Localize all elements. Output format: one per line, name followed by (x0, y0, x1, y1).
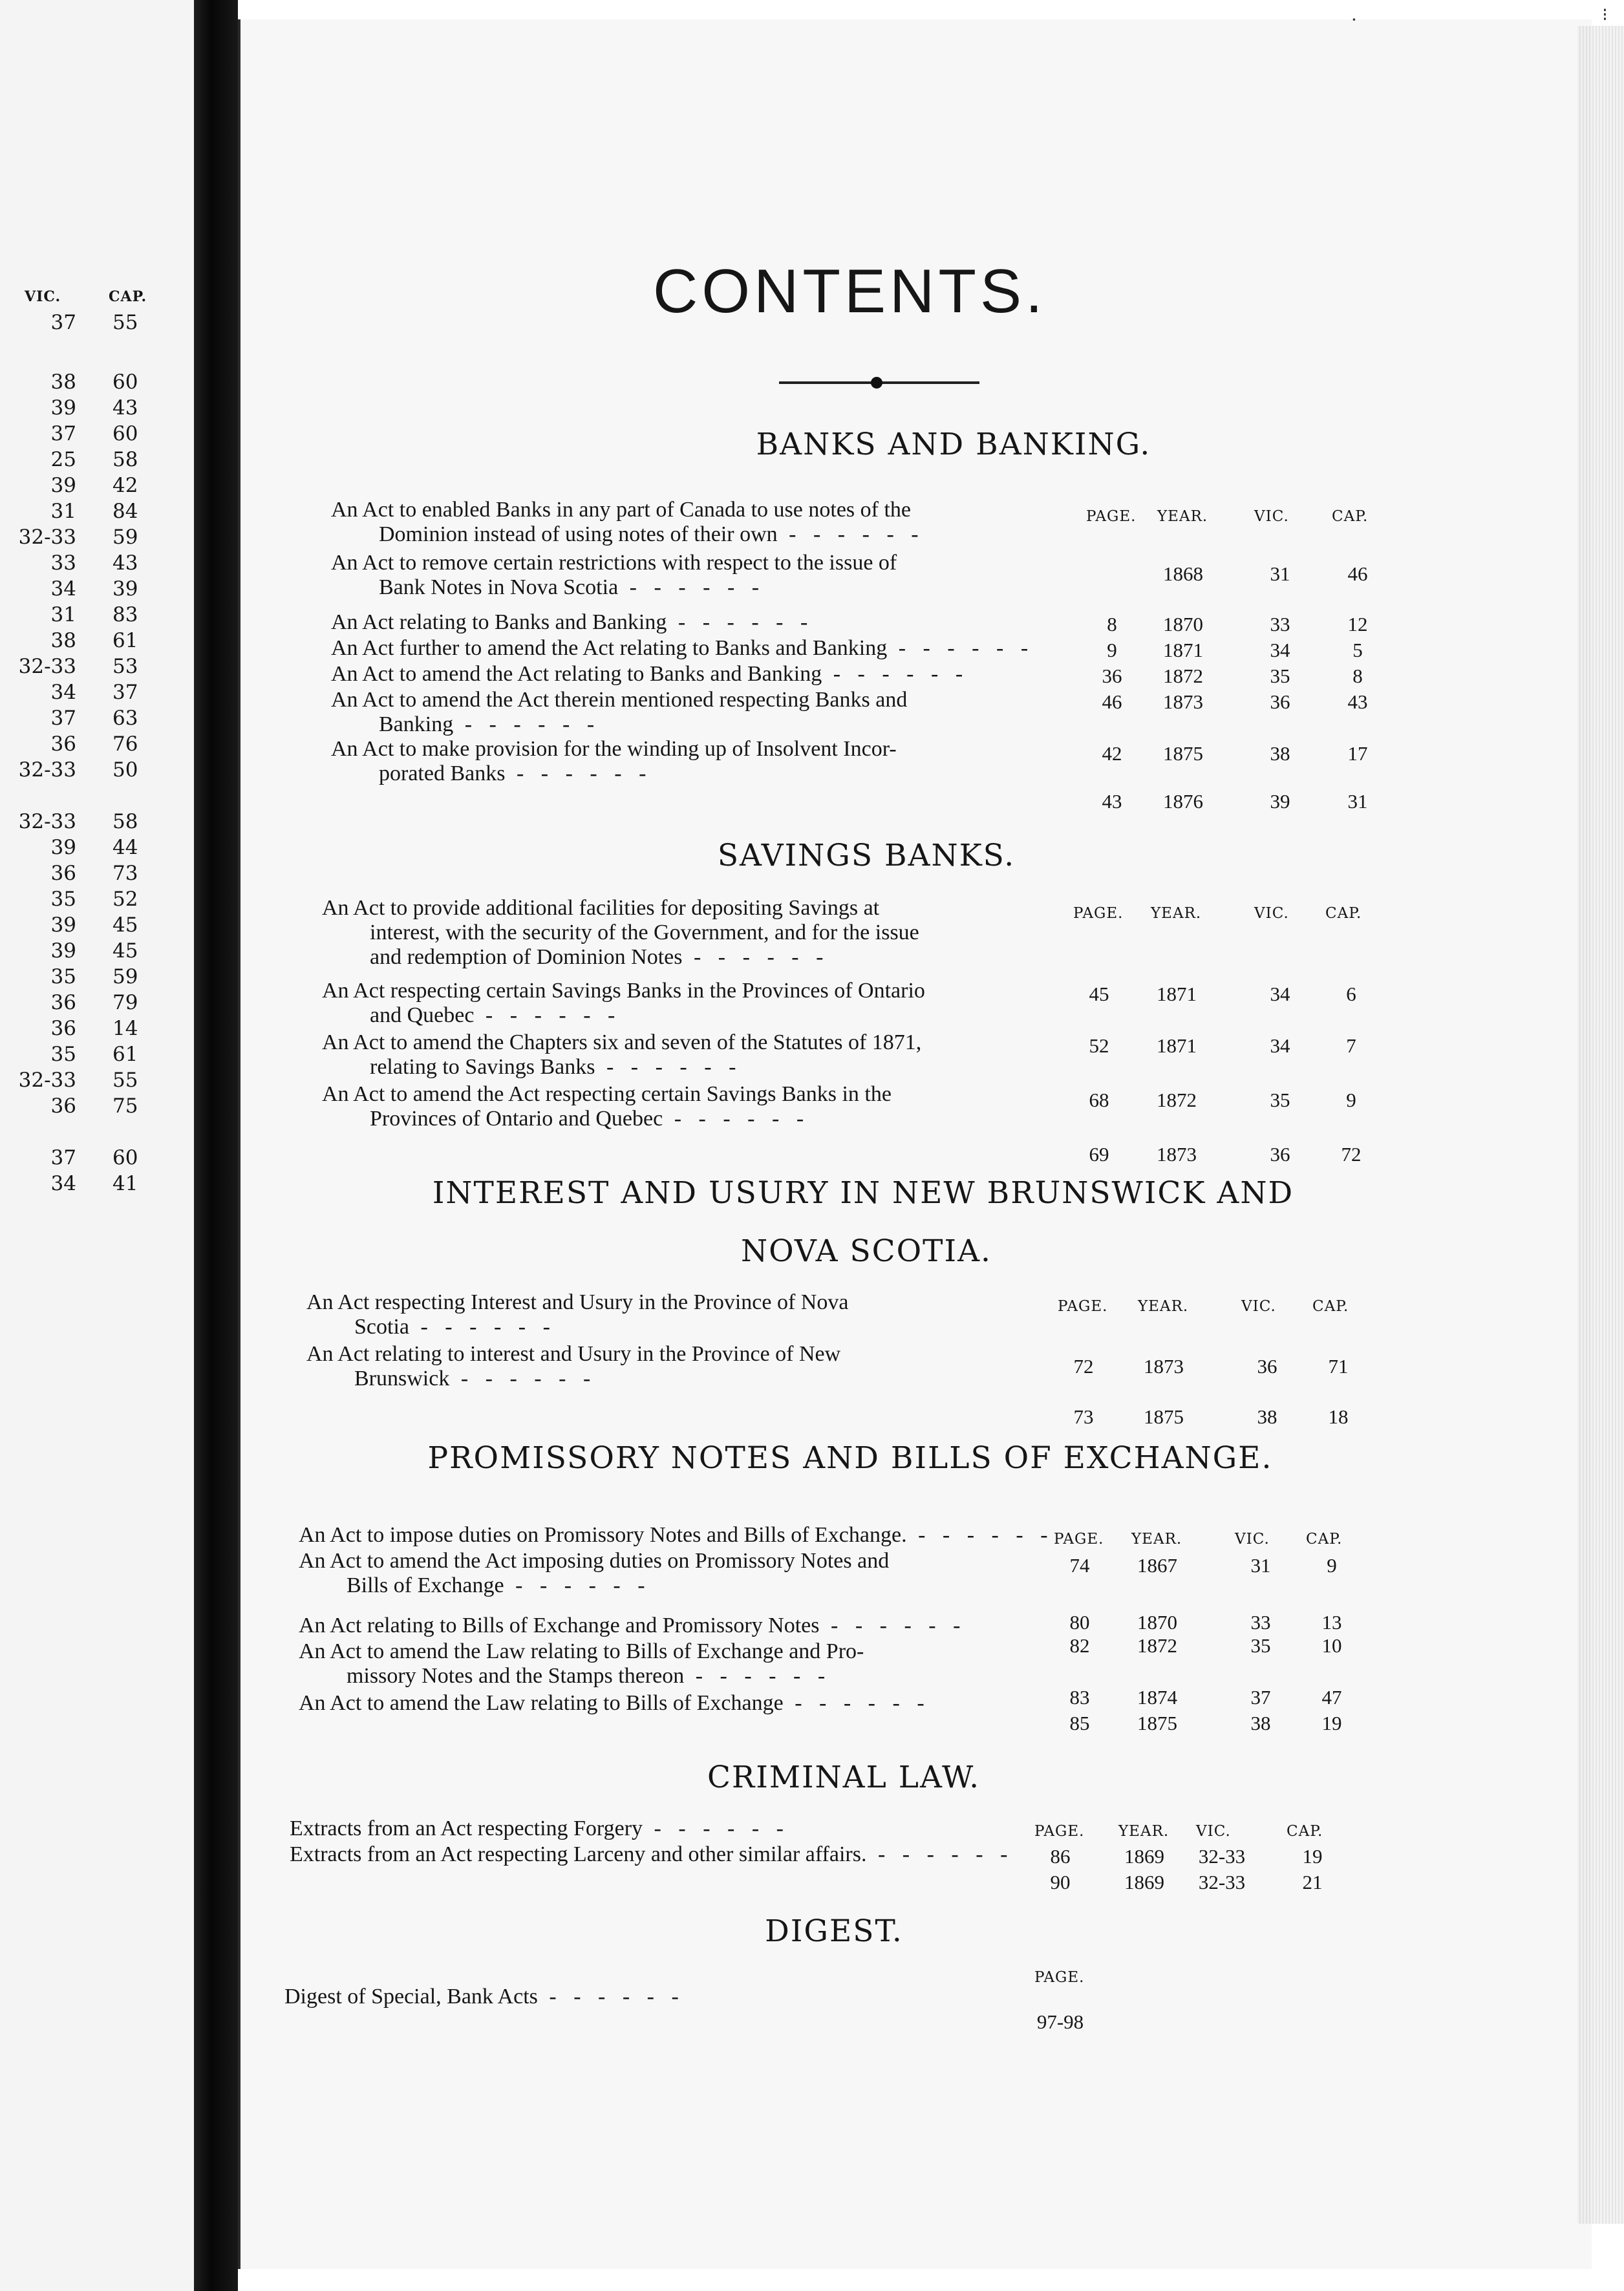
entry-cap: 12 (1347, 613, 1368, 635)
left-index-cap: 43 (112, 551, 138, 575)
entry-year: 1870 (1137, 1611, 1177, 1634)
left-index-vic: 32-33 (18, 758, 76, 782)
entry-cap: 18 (1328, 1405, 1349, 1428)
col-header-page: PAGE. (1034, 1823, 1085, 1840)
left-index-cap: 73 (112, 862, 138, 885)
entry-vic: 32-33 (1198, 1871, 1246, 1893)
entry-vic: 32-33 (1198, 1845, 1246, 1868)
dot-leader: - - - - - - (887, 636, 1034, 660)
left-index-vic: 34 (50, 681, 76, 704)
dot-leader: - - - - - - (906, 1523, 1054, 1547)
left-index-vic: 39 (50, 836, 76, 859)
left-index-vic: 34 (50, 1172, 76, 1195)
page-edges (1577, 26, 1624, 2224)
col-header-page: PAGE. (1054, 1531, 1104, 1548)
section-heading: CRIMINAL LAW. (707, 1760, 981, 1795)
entry-line (322, 921, 919, 945)
col-header-page: PAGE. (1073, 905, 1124, 922)
entry-cap: 10 (1321, 1634, 1342, 1657)
entry-year: 1869 (1124, 1845, 1164, 1868)
entry-vic: 38 (1270, 742, 1290, 765)
entry-vic: 33 (1270, 613, 1290, 635)
contents-entry (299, 1523, 1054, 1548)
entry-year: 1875 (1163, 742, 1203, 765)
dot-leader: - - - - - - (684, 1664, 831, 1688)
col-header-year: YEAR. (1131, 1531, 1182, 1548)
left-index-cap: 58 (112, 810, 138, 833)
left-index-cap: 61 (112, 629, 138, 652)
section-heading: BANKS AND BANKING. (756, 427, 1151, 462)
left-index-cap: 39 (112, 577, 138, 601)
entry-text: An Act relating to Banks and Banking (331, 610, 667, 634)
col-header-vic: VIC. (1254, 508, 1289, 525)
dot-leader: - - - - - - (505, 762, 652, 785)
entry-page: 52 (1089, 1034, 1109, 1057)
col-header-year: YEAR. (1118, 1823, 1170, 1840)
dot-leader: - - - - - - (474, 1003, 621, 1027)
entry-year: 1871 (1157, 983, 1197, 1005)
entry-text: An Act to amend the Law relating to Bills of Exchange and Pro- (299, 1639, 864, 1663)
left-index-cap: 58 (112, 448, 138, 471)
entry-vic: 36 (1270, 690, 1290, 713)
section-heading: PROMISSORY NOTES AND BILLS OF EXCHANGE. (427, 1440, 1273, 1476)
entry-text: relating to Savings Banks (370, 1055, 595, 1079)
entry-line (299, 1549, 889, 1573)
entry-page: 68 (1089, 1089, 1109, 1111)
entry-page: 82 (1069, 1634, 1090, 1657)
entry-text: porated Banks (379, 762, 506, 785)
entry-cap: 19 (1321, 1712, 1342, 1734)
entry-vic: 35 (1250, 1634, 1271, 1657)
entry-cap: 9 (1346, 1089, 1356, 1111)
entry-line (331, 575, 897, 600)
entry-year: 1870 (1163, 613, 1203, 635)
dot-leader: - - - - - - (453, 712, 601, 736)
entry-vic: 38 (1257, 1405, 1277, 1428)
entry-page: 83 (1069, 1686, 1090, 1709)
entry-line (322, 1003, 925, 1028)
entry-line (290, 1842, 1013, 1867)
entry-vic: 36 (1257, 1355, 1277, 1378)
col-header-year: YEAR. (1157, 508, 1208, 525)
left-index-cap: 76 (112, 732, 138, 756)
entry-page: 80 (1069, 1611, 1090, 1634)
left-index-cap: 60 (112, 1146, 138, 1169)
entry-vic: 38 (1250, 1712, 1271, 1734)
left-index-vic: 37 (50, 311, 76, 334)
col-header-cap: CAP. (1306, 1531, 1343, 1548)
entry-text: missory Notes and the Stamps thereon (347, 1664, 685, 1688)
entry-line (306, 1367, 840, 1391)
entry-year: 1873 (1144, 1355, 1184, 1378)
entry-year: 1873 (1163, 690, 1203, 713)
contents-entry (306, 1342, 840, 1391)
contents-entry (322, 1030, 921, 1080)
left-index-cap: 55 (112, 1069, 138, 1092)
left-index-cap: 61 (112, 1043, 138, 1066)
entry-line (331, 610, 813, 635)
left-col-cap-header: CAP. (109, 288, 147, 305)
col-header-page: PAGE. (1058, 1298, 1108, 1315)
entry-line (331, 662, 968, 687)
contents-entry (299, 1549, 889, 1598)
left-index-vic: 37 (50, 1146, 76, 1169)
left-index-cap: 83 (112, 603, 138, 626)
margin-mark: · (1351, 9, 1357, 30)
left-index-vic: 37 (50, 707, 76, 730)
entry-line (331, 498, 924, 522)
left-index-vic: 31 (50, 500, 76, 523)
entry-text: and redemption of Dominion Notes (370, 945, 683, 969)
dot-leader: - - - - - - (643, 1817, 789, 1840)
col-header-page: PAGE. (1034, 1969, 1085, 1986)
section-heading: INTEREST AND USURY IN NEW BRUNSWICK AND (432, 1175, 1294, 1211)
entry-text: An Act to make provision for the winding up of Insolvent Incor- (331, 737, 897, 761)
left-index-cap: 79 (112, 991, 138, 1014)
entry-text: Provinces of Ontario and Quebec (370, 1107, 663, 1131)
entry-text: An Act to amend the Act relating to Banks and Banking (331, 662, 822, 686)
entry-text: An Act to provide additional facilities for depositing Savings at (322, 896, 880, 920)
entry-line (299, 1664, 864, 1689)
entry-text: An Act to remove certain restrictions with respect to the issue of (331, 551, 897, 575)
entry-cap: 21 (1302, 1871, 1323, 1893)
dot-leader: - - - - - - (822, 662, 969, 686)
entry-text: interest, with the security of the Government, and for the issue (370, 921, 919, 944)
contents-entry (322, 1082, 892, 1131)
left-index-vic: 36 (50, 732, 76, 756)
contents-entry (306, 1290, 848, 1339)
entry-page: 43 (1102, 790, 1122, 813)
left-index-vic: 39 (50, 474, 76, 497)
contents-entry (331, 737, 897, 786)
entry-page: 9 (1107, 639, 1117, 661)
entry-year: 1875 (1137, 1712, 1177, 1734)
entry-cap: 9 (1327, 1554, 1337, 1577)
entry-line (322, 1055, 921, 1080)
entry-line (322, 896, 919, 921)
entry-page: 86 (1050, 1845, 1071, 1868)
entry-vic: 36 (1270, 1143, 1290, 1166)
entry-line (331, 636, 1034, 661)
entry-text: Bills of Exchange (347, 1573, 504, 1597)
left-index-vic: 32-33 (18, 526, 76, 549)
contents-entry (331, 498, 924, 547)
entry-year: 1876 (1163, 790, 1203, 813)
entry-page: 45 (1089, 983, 1109, 1005)
entry-text: Digest of Special, Bank Acts (284, 1985, 538, 2009)
col-header-cap: CAP. (1312, 1298, 1349, 1315)
entry-text: An Act relating to interest and Usury in the Province of New (306, 1342, 841, 1366)
dot-leader: - - - - - - (783, 1691, 930, 1715)
contents-entry (331, 610, 813, 635)
left-index-cap: 63 (112, 707, 138, 730)
entry-text: An Act relating to Bills of Exchange and Promissory Notes (299, 1614, 820, 1637)
col-header-cap: CAP. (1332, 508, 1369, 525)
entry-text: An Act to amend the Act respecting certain Savings Banks in the (322, 1082, 892, 1106)
entry-cap: 13 (1321, 1611, 1342, 1634)
contents-entry (322, 979, 925, 1028)
contents-entry (290, 1842, 1013, 1867)
entry-year: 1874 (1137, 1686, 1177, 1709)
entry-cap: 6 (1346, 983, 1356, 1005)
entry-line (299, 1523, 1054, 1548)
left-index-cap: 45 (112, 939, 138, 963)
entry-page: 46 (1102, 690, 1122, 713)
entry-line (284, 1985, 685, 2009)
entry-cap: 46 (1347, 562, 1368, 585)
left-index-vic: 25 (50, 448, 76, 471)
contents-entry (322, 896, 919, 970)
left-index-cap: 60 (112, 422, 138, 445)
col-header-year: YEAR. (1138, 1298, 1189, 1315)
left-index-cap: 84 (112, 500, 138, 523)
entry-line (331, 551, 897, 575)
left-index-cap: 75 (112, 1094, 138, 1118)
contents-entry (331, 551, 897, 600)
entry-text: An Act respecting certain Savings Banks in the Provinces of Ontario (322, 979, 925, 1003)
left-index-vic: 38 (50, 370, 76, 394)
entry-text: Dominion instead of using notes of their own (379, 522, 778, 546)
entry-year: 1868 (1163, 562, 1203, 585)
dot-leader: - - - - - - (667, 610, 814, 634)
entry-page: 8 (1107, 613, 1117, 635)
left-index-cap: 60 (112, 370, 138, 394)
col-header-vic: VIC. (1254, 905, 1289, 922)
entry-cap: 5 (1352, 639, 1363, 661)
entry-line (331, 688, 907, 712)
entry-text: An Act to impose duties on Promissory Notes and Bills of Exchange. (299, 1523, 907, 1547)
section-heading: DIGEST. (765, 1913, 903, 1949)
entry-line (299, 1639, 864, 1664)
left-index-vic: 34 (50, 577, 76, 601)
entry-year: 1872 (1163, 665, 1203, 687)
entry-cap: 19 (1302, 1845, 1323, 1868)
entry-vic: 33 (1250, 1611, 1271, 1634)
entry-line (299, 1573, 889, 1598)
entry-cap: 47 (1321, 1686, 1342, 1709)
left-index-vic: 36 (50, 1017, 76, 1040)
contents-entry (299, 1614, 966, 1638)
left-index-vic: 39 (50, 913, 76, 937)
col-header-page: PAGE. (1086, 508, 1137, 525)
contents-entry (299, 1691, 930, 1716)
left-page (0, 0, 194, 2291)
entry-text: An Act to amend the Act imposing duties on Promissory Notes and (299, 1549, 890, 1573)
entry-vic: 35 (1270, 1089, 1290, 1111)
left-index-vic: 38 (50, 629, 76, 652)
entry-vic: 31 (1270, 562, 1290, 585)
left-index-vic: 32-33 (18, 810, 76, 833)
left-index-cap: 55 (112, 311, 138, 334)
left-index-vic: 31 (50, 603, 76, 626)
entry-text: Bank Notes in Nova Scotia (379, 575, 619, 599)
left-index-cap: 44 (112, 836, 138, 859)
entry-text: Extracts from an Act respecting Forgery (290, 1817, 643, 1840)
dot-leader: - - - - - - (866, 1842, 1014, 1866)
entry-line (299, 1614, 966, 1638)
entry-line (306, 1315, 848, 1339)
dot-leader: - - - - - - (595, 1055, 742, 1079)
entry-year: 1871 (1163, 639, 1203, 661)
margin-mark: ⁝ (1602, 4, 1608, 25)
dot-leader: - - - - - - (537, 1985, 685, 2009)
contents-entry (284, 1985, 685, 2009)
entry-year: 1875 (1144, 1405, 1184, 1428)
entry-page: 72 (1073, 1355, 1094, 1378)
entry-text: Banking (379, 712, 454, 736)
title-ornament (871, 377, 882, 389)
dot-leader: - - - - - - (777, 522, 924, 546)
left-index-cap: 43 (112, 396, 138, 420)
entry-page: 36 (1102, 665, 1122, 687)
left-index-vic: 33 (50, 551, 76, 575)
entry-line (290, 1817, 789, 1841)
entry-cap: 8 (1352, 665, 1363, 687)
entry-year: 1873 (1157, 1143, 1197, 1166)
col-header-vic: VIC. (1196, 1823, 1231, 1840)
entry-page: 42 (1102, 742, 1122, 765)
entry-text: An Act respecting Interest and Usury in the Province of Nova (306, 1290, 849, 1314)
dot-leader: - - - - - - (819, 1614, 967, 1637)
contents-entry (331, 688, 907, 737)
entry-year: 1872 (1137, 1634, 1177, 1657)
entry-year: 1872 (1157, 1089, 1197, 1111)
entry-line (331, 522, 924, 547)
entry-line (331, 712, 907, 737)
entry-vic: 35 (1270, 665, 1290, 687)
contents-entry (331, 662, 968, 687)
col-header-vic: VIC. (1235, 1531, 1270, 1548)
left-index-vic: 35 (50, 965, 76, 988)
entry-line (306, 1342, 840, 1367)
left-index-vic: 39 (50, 939, 76, 963)
section-heading-line2: NOVA SCOTIA. (741, 1233, 992, 1269)
left-index-cap: 14 (112, 1017, 138, 1040)
entry-cap: 72 (1341, 1143, 1362, 1166)
entry-page: 97-98 (1036, 2010, 1084, 2033)
entry-line (322, 945, 919, 970)
entry-text: An Act to amend the Chapters six and seven of the Statutes of 1871, (322, 1030, 922, 1054)
entry-line (322, 1107, 892, 1131)
entry-line (299, 1691, 930, 1716)
left-index-cap: 37 (112, 681, 138, 704)
entry-year: 1871 (1157, 1034, 1197, 1057)
section-heading: SAVINGS BANKS. (717, 838, 1016, 873)
left-index-vic: 35 (50, 888, 76, 911)
entry-text: and Quebec (370, 1003, 475, 1027)
entry-text: An Act to enabled Banks in any part of Canada to use notes of the (331, 498, 911, 522)
left-index-cap: 59 (112, 526, 138, 549)
left-index-vic: 39 (50, 396, 76, 420)
dot-leader: - - - - - - (449, 1367, 597, 1391)
left-index-vic: 32-33 (18, 1069, 76, 1092)
left-index-cap: 45 (112, 913, 138, 937)
left-index-vic: 36 (50, 862, 76, 885)
entry-cap: 7 (1346, 1034, 1356, 1057)
entry-vic: 39 (1270, 790, 1290, 813)
entry-page: 85 (1069, 1712, 1090, 1734)
left-index-vic: 36 (50, 991, 76, 1014)
dot-leader: - - - - - - (663, 1107, 810, 1131)
entry-line (322, 1082, 892, 1107)
left-index-cap: 42 (112, 474, 138, 497)
left-index-cap: 53 (112, 655, 138, 678)
entry-text: An Act to amend the Law relating to Bills of Exchange (299, 1691, 784, 1715)
dot-leader: - - - - - - (618, 575, 765, 599)
entry-line (331, 737, 897, 762)
col-header-cap: CAP. (1287, 1823, 1323, 1840)
dot-leader: - - - - - - (504, 1573, 651, 1597)
left-index-cap: 52 (112, 888, 138, 911)
entry-cap: 17 (1347, 742, 1368, 765)
entry-line (322, 1030, 921, 1055)
dot-leader: - - - - - - (409, 1315, 556, 1339)
left-index-vic: 37 (50, 422, 76, 445)
entry-cap: 43 (1347, 690, 1368, 713)
entry-text: Brunswick (354, 1367, 450, 1391)
left-index-vic: 35 (50, 1043, 76, 1066)
entry-line (322, 979, 925, 1003)
entry-vic: 34 (1270, 1034, 1290, 1057)
left-col-vic-header: VIC. (25, 288, 61, 305)
entry-text: Scotia (354, 1315, 409, 1339)
entry-cap: 71 (1328, 1355, 1349, 1378)
entry-line (306, 1290, 848, 1315)
left-index-vic: 36 (50, 1094, 76, 1118)
entry-page: 90 (1050, 1871, 1071, 1893)
entry-text: An Act further to amend the Act relating to Banks and Banking (331, 636, 888, 660)
entry-vic: 34 (1270, 983, 1290, 1005)
col-header-cap: CAP. (1325, 905, 1362, 922)
col-header-vic: VIC. (1241, 1298, 1276, 1315)
entry-year: 1869 (1124, 1871, 1164, 1893)
col-header-year: YEAR. (1151, 905, 1202, 922)
entry-vic: 31 (1250, 1554, 1271, 1577)
contents-entry (299, 1639, 864, 1689)
page-title: CONTENTS. (653, 257, 1047, 326)
dot-leader: - - - - - - (682, 945, 829, 969)
entry-text: An Act to amend the Act therein mentioned respecting Banks and (331, 688, 908, 712)
left-index-cap: 41 (112, 1172, 138, 1195)
entry-vic: 34 (1270, 639, 1290, 661)
contents-entry (290, 1817, 789, 1841)
left-index-cap: 50 (112, 758, 138, 782)
left-index-cap: 59 (112, 965, 138, 988)
entry-page: 73 (1073, 1405, 1094, 1428)
contents-entry (331, 636, 1034, 661)
book-binding (194, 0, 238, 2291)
entry-year: 1867 (1137, 1554, 1177, 1577)
left-index-vic: 32-33 (18, 655, 76, 678)
entry-line (331, 762, 897, 786)
entry-vic: 37 (1250, 1686, 1271, 1709)
entry-page: 69 (1089, 1143, 1109, 1166)
entry-text: Extracts from an Act respecting Larceny and other similar affairs. (290, 1842, 867, 1866)
entry-page: 74 (1069, 1554, 1090, 1577)
entry-cap: 31 (1347, 790, 1368, 813)
